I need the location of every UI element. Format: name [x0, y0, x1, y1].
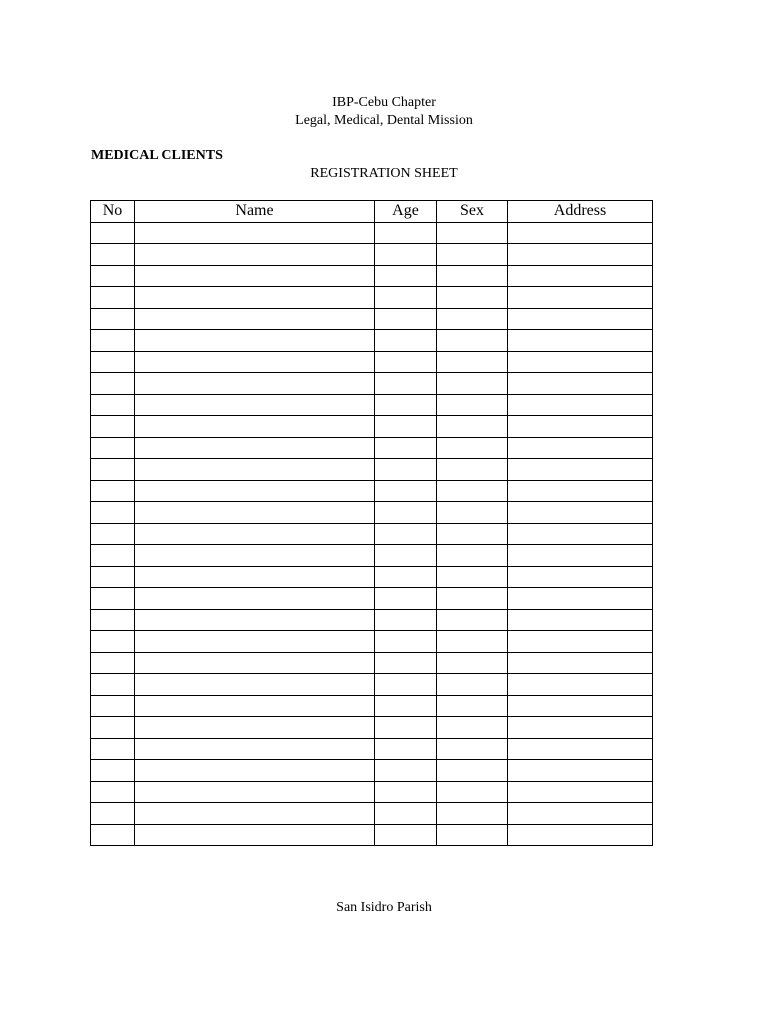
cell-no [91, 265, 135, 287]
cell-sex [437, 824, 508, 846]
cell-sex [437, 459, 508, 481]
cell-address [508, 609, 653, 631]
cell-age [375, 738, 437, 760]
cell-name [135, 609, 375, 631]
cell-age [375, 631, 437, 653]
table-row [91, 824, 653, 846]
cell-age [375, 803, 437, 825]
cell-name [135, 588, 375, 610]
cell-name [135, 394, 375, 416]
cell-name [135, 222, 375, 244]
cell-address [508, 738, 653, 760]
cell-name [135, 760, 375, 782]
cell-age [375, 265, 437, 287]
cell-address [508, 695, 653, 717]
cell-sex [437, 781, 508, 803]
cell-name [135, 566, 375, 588]
table-row [91, 416, 653, 438]
table-row [91, 760, 653, 782]
table-row [91, 588, 653, 610]
cell-name [135, 351, 375, 373]
cell-no [91, 695, 135, 717]
cell-no [91, 824, 135, 846]
cell-sex [437, 652, 508, 674]
cell-sex [437, 437, 508, 459]
table-row [91, 394, 653, 416]
cell-name [135, 373, 375, 395]
cell-sex [437, 502, 508, 524]
cell-no [91, 781, 135, 803]
cell-sex [437, 695, 508, 717]
cell-address [508, 287, 653, 309]
table-row [91, 287, 653, 309]
cell-sex [437, 609, 508, 631]
cell-sex [437, 631, 508, 653]
cell-age [375, 652, 437, 674]
cell-address [508, 760, 653, 782]
cell-name [135, 803, 375, 825]
cell-name [135, 631, 375, 653]
cell-age [375, 717, 437, 739]
cell-age [375, 781, 437, 803]
cell-name [135, 480, 375, 502]
table-row [91, 437, 653, 459]
table-row [91, 674, 653, 696]
cell-no [91, 502, 135, 524]
cell-sex [437, 803, 508, 825]
footer-location: San Isidro Parish [336, 900, 432, 915]
cell-sex [437, 717, 508, 739]
cell-age [375, 330, 437, 352]
table-row [91, 373, 653, 395]
cell-name [135, 459, 375, 481]
cell-sex [437, 222, 508, 244]
cell-sex [437, 373, 508, 395]
cell-no [91, 717, 135, 739]
cell-age [375, 824, 437, 846]
cell-age [375, 244, 437, 266]
table-row [91, 308, 653, 330]
cell-sex [437, 523, 508, 545]
cell-no [91, 674, 135, 696]
cell-age [375, 480, 437, 502]
cell-name [135, 824, 375, 846]
cell-name [135, 674, 375, 696]
table-row [91, 695, 653, 717]
cell-age [375, 695, 437, 717]
column-header-no: No [91, 201, 135, 223]
mission-title: Legal, Medical, Dental Mission [295, 113, 473, 128]
cell-no [91, 523, 135, 545]
cell-age [375, 545, 437, 567]
cell-address [508, 330, 653, 352]
cell-no [91, 330, 135, 352]
cell-address [508, 674, 653, 696]
cell-address [508, 631, 653, 653]
cell-name [135, 545, 375, 567]
cell-sex [437, 330, 508, 352]
cell-sex [437, 308, 508, 330]
cell-sex [437, 545, 508, 567]
cell-address [508, 824, 653, 846]
column-header-address: Address [508, 201, 653, 223]
cell-age [375, 760, 437, 782]
cell-no [91, 416, 135, 438]
cell-no [91, 588, 135, 610]
cell-address [508, 652, 653, 674]
cell-address [508, 351, 653, 373]
cell-sex [437, 244, 508, 266]
cell-age [375, 287, 437, 309]
cell-age [375, 523, 437, 545]
table-row [91, 717, 653, 739]
cell-no [91, 738, 135, 760]
table-row [91, 652, 653, 674]
cell-name [135, 652, 375, 674]
cell-address [508, 566, 653, 588]
cell-name [135, 781, 375, 803]
cell-address [508, 459, 653, 481]
cell-address [508, 222, 653, 244]
cell-name [135, 244, 375, 266]
cell-address [508, 502, 653, 524]
cell-name [135, 308, 375, 330]
cell-no [91, 351, 135, 373]
organization-title: IBP-Cebu Chapter [332, 95, 436, 110]
cell-address [508, 523, 653, 545]
cell-address [508, 781, 653, 803]
cell-age [375, 222, 437, 244]
cell-name [135, 330, 375, 352]
cell-no [91, 437, 135, 459]
table-row [91, 738, 653, 760]
cell-address [508, 244, 653, 266]
table-row [91, 566, 653, 588]
cell-name [135, 738, 375, 760]
table-row [91, 502, 653, 524]
cell-sex [437, 566, 508, 588]
cell-age [375, 437, 437, 459]
cell-name [135, 502, 375, 524]
cell-age [375, 308, 437, 330]
table-row [91, 265, 653, 287]
cell-address [508, 545, 653, 567]
table-row [91, 330, 653, 352]
cell-age [375, 416, 437, 438]
cell-no [91, 480, 135, 502]
table-row [91, 222, 653, 244]
cell-age [375, 502, 437, 524]
table-row [91, 459, 653, 481]
cell-sex [437, 674, 508, 696]
cell-sex [437, 265, 508, 287]
section-title: MEDICAL CLIENTS [91, 148, 223, 163]
cell-no [91, 459, 135, 481]
column-header-age: Age [375, 201, 437, 223]
table-row [91, 351, 653, 373]
cell-no [91, 287, 135, 309]
table-row [91, 244, 653, 266]
table-row [91, 545, 653, 567]
cell-age [375, 609, 437, 631]
table-row [91, 523, 653, 545]
table-body [91, 222, 653, 846]
cell-sex [437, 738, 508, 760]
cell-no [91, 652, 135, 674]
cell-no [91, 609, 135, 631]
cell-name [135, 437, 375, 459]
cell-age [375, 459, 437, 481]
cell-sex [437, 416, 508, 438]
registration-table [90, 200, 653, 846]
cell-sex [437, 588, 508, 610]
cell-sex [437, 351, 508, 373]
cell-age [375, 588, 437, 610]
table-row [91, 609, 653, 631]
cell-address [508, 437, 653, 459]
cell-age [375, 394, 437, 416]
column-header-name: Name [135, 201, 375, 223]
cell-sex [437, 760, 508, 782]
cell-age [375, 351, 437, 373]
cell-name [135, 523, 375, 545]
cell-no [91, 545, 135, 567]
cell-sex [437, 394, 508, 416]
cell-address [508, 803, 653, 825]
cell-address [508, 394, 653, 416]
sheet-title: REGISTRATION SHEET [310, 166, 458, 181]
cell-no [91, 566, 135, 588]
cell-address [508, 588, 653, 610]
cell-age [375, 674, 437, 696]
table-row [91, 803, 653, 825]
column-header-sex: Sex [437, 201, 508, 223]
cell-sex [437, 480, 508, 502]
cell-no [91, 803, 135, 825]
cell-no [91, 244, 135, 266]
cell-address [508, 717, 653, 739]
cell-name [135, 695, 375, 717]
cell-no [91, 394, 135, 416]
cell-address [508, 480, 653, 502]
table-header-row [91, 201, 653, 223]
table-row [91, 781, 653, 803]
table-row [91, 631, 653, 653]
cell-sex [437, 287, 508, 309]
table-row [91, 480, 653, 502]
cell-no [91, 760, 135, 782]
cell-name [135, 287, 375, 309]
cell-no [91, 222, 135, 244]
cell-address [508, 265, 653, 287]
cell-no [91, 308, 135, 330]
cell-name [135, 416, 375, 438]
cell-age [375, 373, 437, 395]
cell-address [508, 308, 653, 330]
cell-name [135, 717, 375, 739]
cell-name [135, 265, 375, 287]
cell-address [508, 416, 653, 438]
cell-address [508, 373, 653, 395]
cell-no [91, 631, 135, 653]
cell-no [91, 373, 135, 395]
cell-age [375, 566, 437, 588]
